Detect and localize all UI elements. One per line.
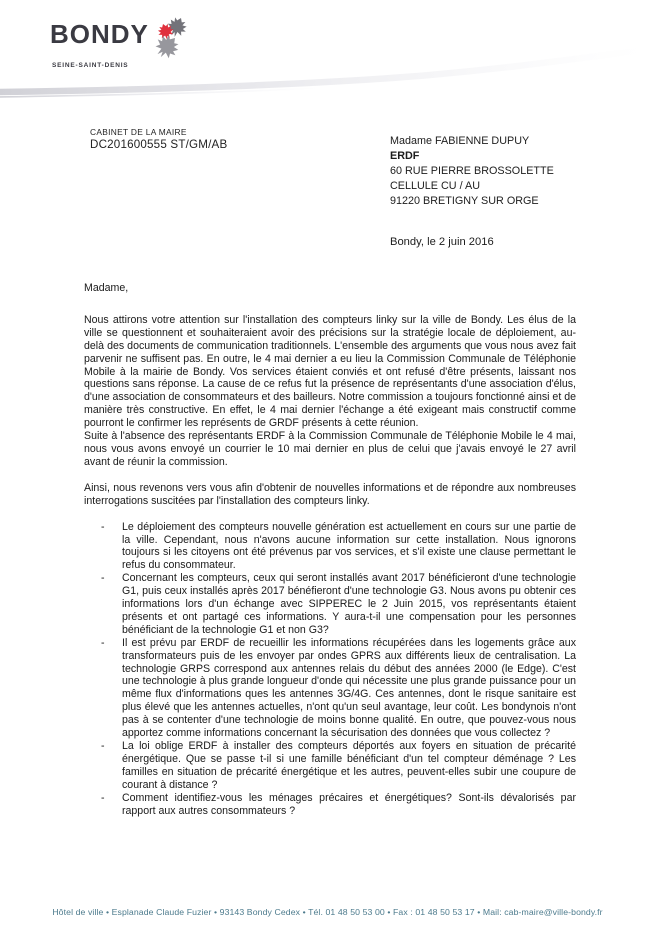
- recipient-line: 91220 BRETIGNY SUR ORGE: [390, 195, 539, 207]
- bondy-logo: [50, 20, 197, 69]
- office-name: CABINET DE LA MAIRE: [90, 127, 187, 137]
- paragraph: Nous attirons votre attention sur l'installation des compteurs linky sur la ville de Bondy. Les élus de la ville se questionnent et souhaiteraient avoir des précisions sur la stratégie locale de déploiement, au-delà des documents de communication traditionnels. L'ensemble des arguments que vous nous avez fait parvenir ne suffisent pas. En outre, le 4 mai dernier a eu lieu la Commission Communale de Téléphonie Mobile à la mairie de Bondy. Vos services étaient conviés et ont refusé d'être présents, laissant nos questions sans réponse. La cause de ce refus fut la présence de représentants d'une association d'élus, d'une association de consommateurs et des bailleurs. Notre commission a toujours fonctionné ainsi et de manière très constructive. En effet, le 4 mai dernier l'échange a été exigeant mais constructif comme pourront le confirmer les représents de GRDF présents à cette réunion.: [84, 313, 576, 430]
- list-item: [84, 792, 576, 818]
- list-item: [84, 572, 576, 637]
- letter-body: [84, 282, 576, 817]
- dash-bullet: -: [101, 572, 105, 585]
- recipient-line: CELLULE CU / AU: [390, 180, 481, 192]
- dash-bullet: -: [101, 791, 105, 804]
- paragraph: Suite à l'absence des représentants ERDF à la Commission Communale de Téléphonie Mobile le 4 mai, nous vous avons envoyé un courrier le 10 mai dernier en plus de celui que j'avais envoyé le 27 avril avant de réunir la commission.: [84, 430, 576, 468]
- salutation: Madame,: [84, 282, 129, 294]
- footer-contact: Hôtel de ville • Esplanade Claude Fuzier • 93143 Bondy Cedex • Tél. 01 48 50 53 00 • Fax : 01 48 50 53 17 • Mail: cab-maire@ville-bondy.fr: [52, 907, 603, 917]
- sender-reference: [90, 127, 227, 151]
- leaves-icon: [151, 14, 197, 62]
- list-item: [84, 521, 576, 573]
- list-item-text: Le déploiement des compteurs nouvelle génération est actuellement en cours sur une partie de la ville. Cependant, nous n'avons aucune information sur cette installation. Nous ignorons toujours si les citoyens ont été prévenus par vos services, et s'il existe une clause permettant le refus du consommateur.: [122, 520, 576, 572]
- dash-bullet: -: [101, 636, 105, 649]
- recipient-line: Madame FABIENNE DUPUY: [390, 135, 530, 147]
- list-item: [84, 637, 576, 740]
- paragraph: Ainsi, nous revenons vers vous afin d'obtenir de nouvelles informations et de répondre aux nombreuses interrogations suscitées par l'installation des compteurs linky.: [84, 481, 576, 507]
- list-item-text: Concernant les compteurs, ceux qui seront installés avant 2017 bénéficieront d'une technologie G1, puis ceux installés après 2017 bénéfieront d'une technologie G3. Nous avons pu obtenir ces informations lors d'un échange avec SIPPEREC le 2 Juin 2015, vos représentants étaient présents et ont partagé ces informations. Y aura-t-il une compensation pour les personnes bénéficiant de la technologie G1 et non G3?: [122, 572, 576, 636]
- logo-subtitle: SEINE-SAINT-DENIS: [52, 62, 129, 69]
- question-list: [84, 521, 576, 818]
- list-item-text: Comment identifiez-vous les ménages précaires et énergétiques? Sont-ils dévalorisés par rapport aux autres consommateurs ?: [122, 791, 576, 817]
- logo-wordmark: BONDY: [50, 19, 149, 49]
- dash-bullet: -: [101, 740, 105, 752]
- list-item: [84, 740, 576, 792]
- paragraphs: [84, 314, 576, 508]
- recipient-line: ERDF: [390, 150, 420, 162]
- list-item-text: Il est prévu par ERDF de recueillir les informations récupérées dans les logements grâce aux transformateurs puis de les envoyer par ondes GPRS aux différents lieux de centralisation. La technologie GRPS correspond aux antennes relais du début des années 2000 (le Edge). C'est une technologie à plus grande longueur d'onde qui nécessite une plus grande puissance pour un même flux d'informations ques les antennes 3G/4G. Ces antennes, dont le risque sanitaire est plus élevé que les antennes actuelles, n'ont qu'un seul avantage, leur coût. Les bondynois n'ont pas à se contenter d'une technologie de moins bonne qualité. En outre, que pouvez-vous nous apportez comme informations concernant la sécurisation des données que vous collectez ?: [122, 636, 576, 740]
- dash-bullet: -: [101, 520, 105, 533]
- recipient-address: [390, 134, 554, 209]
- dateline: Bondy, le 2 juin 2016: [390, 236, 494, 248]
- reference-number: DC201600555 ST/GM/AB: [90, 138, 228, 151]
- recipient-line: 60 RUE PIERRE BROSSOLETTE: [390, 165, 554, 177]
- list-item-text: La loi oblige ERDF à installer des compteurs déportés aux foyers en situation de précarité énergétique. Que se passe t-il si une famille bénéficiant d'un tel compteur déménage ? Les familles en situation de précarité énergétique et les autres, peuvent-elles subir une coupure de courant à distance ?: [122, 740, 576, 791]
